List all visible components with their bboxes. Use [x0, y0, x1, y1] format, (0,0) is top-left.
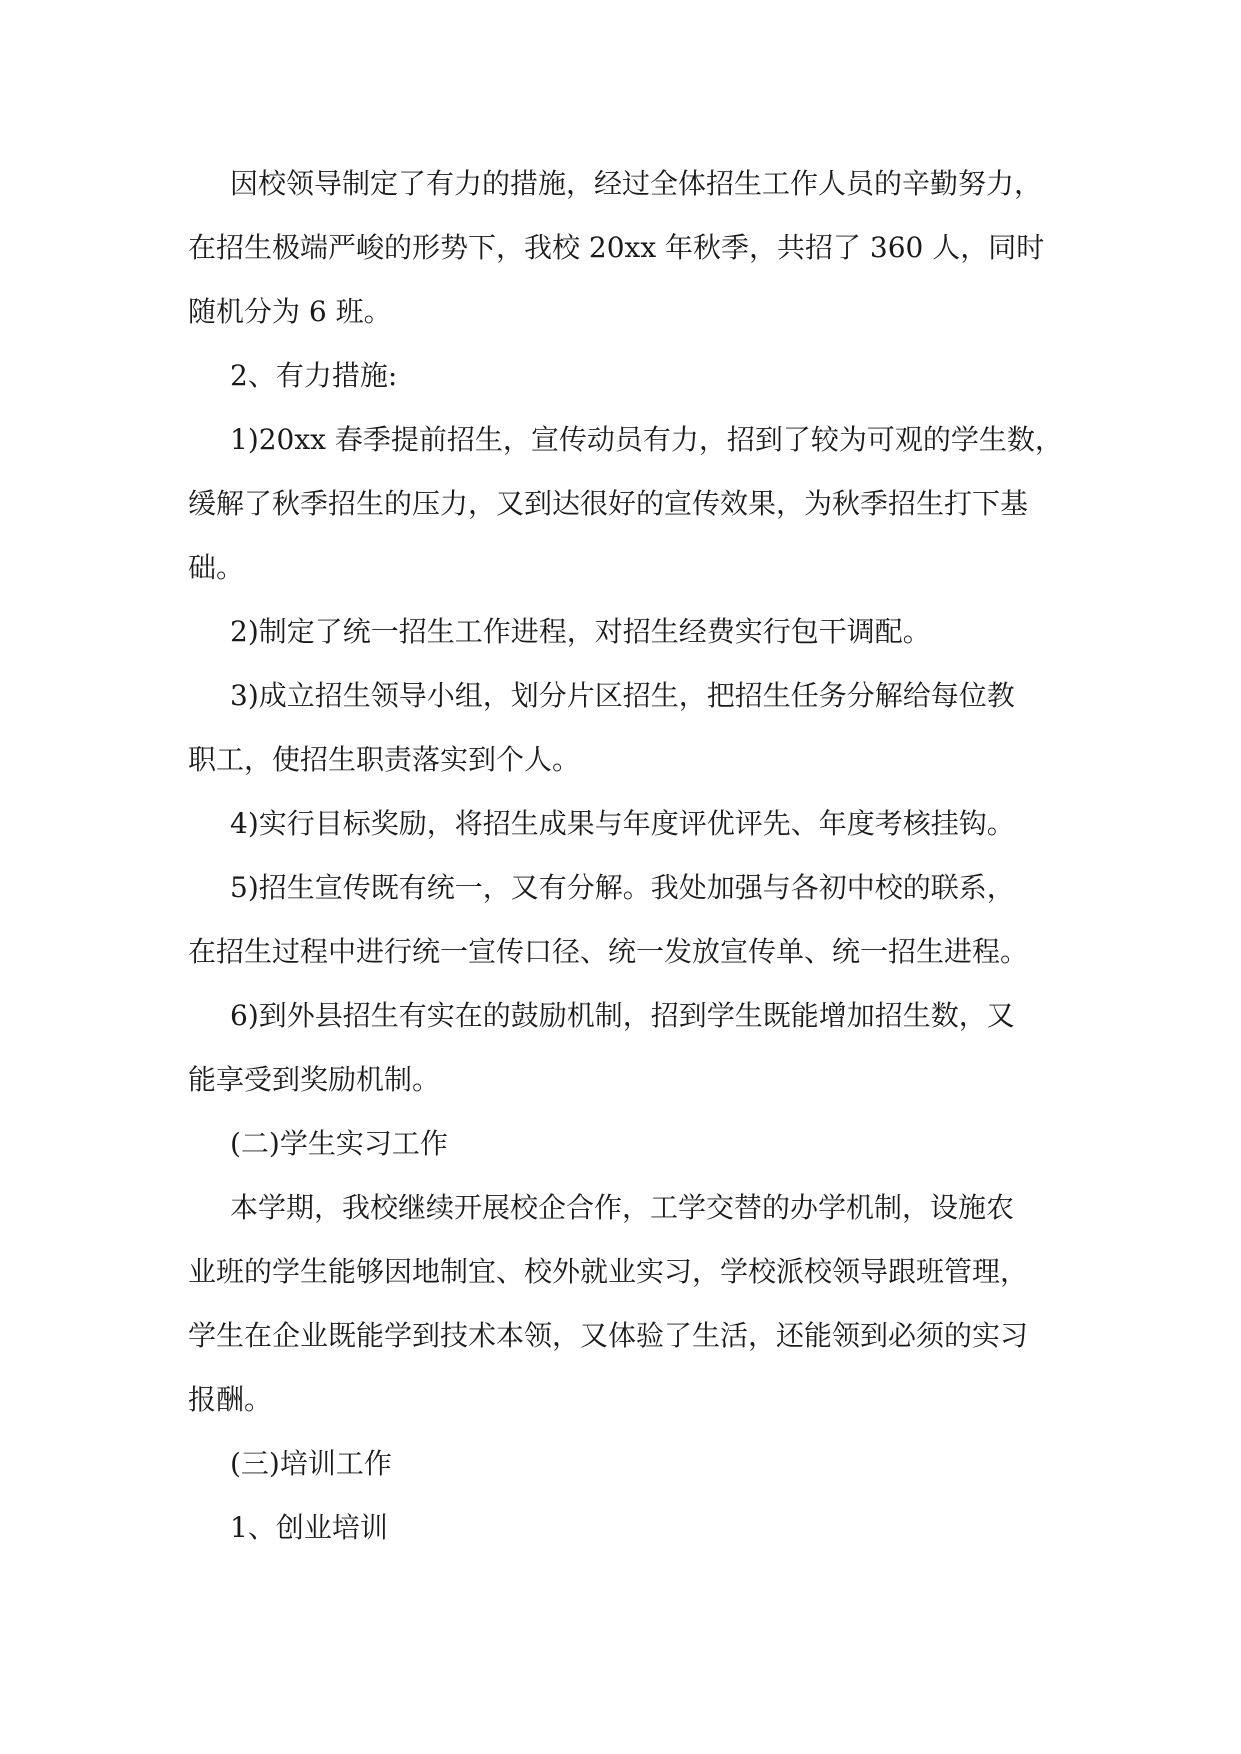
paragraph-internship-line-3: 学生在企业既能学到技术本领，又体验了生活，还能领到必须的实习 [188, 1319, 1029, 1352]
item-6-line-2: 能享受到奖励机制。 [188, 1063, 441, 1096]
item-5-line-2: 在招生过程中进行统一宣传口径、统一发放宣传单、统一招生进程。 [188, 935, 1029, 968]
paragraph-enrollment-line-2: 在招生极端严峻的形势下，我校 20xx 年秋季，共招了 360 人，同时 [188, 231, 1045, 264]
paragraph-internship-line-1: 本学期，我校继续开展校企合作，工学交替的办学机制，设施农 [230, 1191, 1015, 1224]
paragraph-enrollment-line-3: 随机分为 6 班。 [188, 295, 392, 328]
item-6-line-1: 6)到外县招生有实在的鼓励机制，招到学生既能增加招生数，又 [230, 999, 1015, 1032]
item-1-line-1: 1)20xx 春季提前招生，宣传动员有力，招到了较为可观的学生数， [230, 423, 1063, 456]
heading-entrepreneurship-training: 1、创业培训 [230, 1511, 388, 1544]
item-3-line-2: 职工，使招生职责落实到个人。 [188, 743, 581, 776]
paragraph-internship-line-2: 业班的学生能够因地制宜、校外就业实习，学校派校领导跟班管理， [188, 1255, 1029, 1288]
item-3-line-1: 3)成立招生领导小组，划分片区招生，把招生任务分解给每位教 [230, 679, 1015, 712]
item-1-line-2: 缓解了秋季招生的压力，又到达很好的宣传效果，为秋季招生打下基 [188, 487, 1029, 520]
paragraph-internship-line-4: 报酬。 [188, 1383, 273, 1416]
item-2-line-1: 2)制定了统一招生工作进程，对招生经费实行包干调配。 [230, 615, 931, 648]
paragraph-enrollment-line-1: 因校领导制定了有力的措施，经过全体招生工作人员的辛勤努力， [230, 167, 1043, 200]
heading-internship: (二)学生实习工作 [230, 1127, 448, 1160]
item-1-line-3: 础。 [188, 551, 245, 584]
heading-measures: 2、有力措施: [230, 359, 398, 392]
item-5-line-1: 5)招生宣传既有统一，又有分解。我处加强与各初中校的联系， [230, 871, 1015, 904]
item-4-line-1: 4)实行目标奖励，将招生成果与年度评优评先、年度考核挂钩。 [230, 807, 1015, 840]
heading-training: (三)培训工作 [230, 1447, 392, 1480]
